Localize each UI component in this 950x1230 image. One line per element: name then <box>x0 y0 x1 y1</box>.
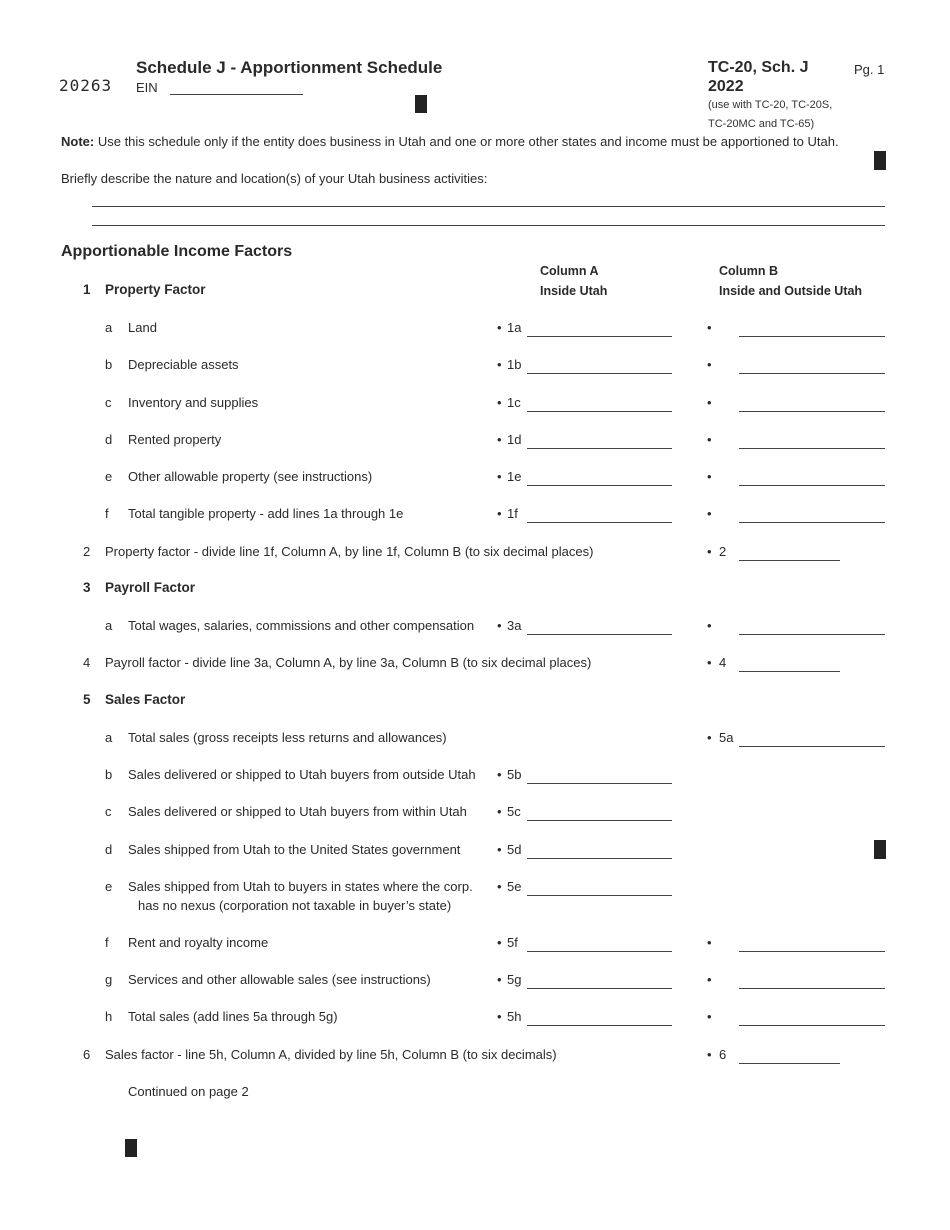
line-number: 5 <box>83 692 91 707</box>
note-label: Note: <box>61 134 95 149</box>
line-3a-label: Total wages, salaries, commissions and other compensation <box>128 618 475 633</box>
sales-factor-title: Sales Factor <box>105 692 186 707</box>
bullet: • <box>707 730 712 745</box>
line-3a-column-b-input[interactable] <box>739 620 885 635</box>
column-b-input[interactable] <box>739 1011 885 1026</box>
bullet: • <box>497 972 502 987</box>
row-letter: a <box>105 730 113 745</box>
line-number: 4 <box>83 655 91 670</box>
use-with-text-2: TC-20MC and TC-65) <box>708 118 815 130</box>
row-letter: c <box>105 804 112 819</box>
bullet: • <box>497 320 502 335</box>
bullet: • <box>707 395 712 410</box>
bullet: • <box>497 395 502 410</box>
line-6-code: 6 <box>719 1047 727 1062</box>
bullet: • <box>707 972 712 987</box>
column-b-input[interactable] <box>739 434 885 449</box>
page-number: Pg. 1 <box>854 62 885 77</box>
registration-mark <box>874 840 886 859</box>
bullet: • <box>497 842 502 857</box>
row-letter: c <box>105 395 112 410</box>
continued-text: Continued on page 2 <box>128 1084 249 1099</box>
column-a-input[interactable] <box>527 806 672 821</box>
line-5a-label: Total sales (gross receipts less returns and allowances) <box>128 730 447 745</box>
column-a-input[interactable] <box>527 974 672 989</box>
line-4-input[interactable] <box>739 657 840 672</box>
column-a-header <box>540 261 607 301</box>
line-5a-code: 5a <box>719 730 734 745</box>
line-2-code: 2 <box>719 544 727 559</box>
row-letter: d <box>105 842 113 857</box>
row-code: 1c <box>507 395 521 410</box>
bullet: • <box>707 655 712 670</box>
bullet: • <box>497 618 502 633</box>
column-a-input[interactable] <box>527 844 672 859</box>
column-b-input[interactable] <box>739 359 885 374</box>
describe-line-1[interactable] <box>92 192 885 207</box>
bullet: • <box>707 469 712 484</box>
bullet: • <box>497 432 502 447</box>
row-letter: g <box>105 972 113 987</box>
row-letter: b <box>105 767 113 782</box>
describe-line-2[interactable] <box>92 211 885 226</box>
row-label: Land <box>128 320 157 335</box>
column-b-title: Column B <box>719 264 779 278</box>
ein-input[interactable] <box>170 80 303 95</box>
bullet: • <box>497 804 502 819</box>
row-letter: d <box>105 432 113 447</box>
row-code: 1b <box>507 357 522 372</box>
column-a-input[interactable] <box>527 359 672 374</box>
note-text: Use this schedule only if the entity does business in Utah and one or more other states and income must be apportioned to Utah. <box>97 134 839 149</box>
use-with-text-1: (use with TC-20, TC-20S, <box>708 99 833 111</box>
row-label: Services and other allowable sales (see instructions) <box>128 972 431 987</box>
row-letter: e <box>105 879 113 894</box>
form-number: 20263 <box>59 76 113 95</box>
bullet: • <box>497 469 502 484</box>
form-year: 2022 <box>708 78 744 95</box>
row-code: 5h <box>507 1009 522 1024</box>
line-number: 3 <box>83 580 91 595</box>
column-a-input[interactable] <box>527 769 672 784</box>
row-label: Sales shipped from Utah to the United States government <box>128 842 461 857</box>
row-label: Rent and royalty income <box>128 935 269 950</box>
note-line <box>61 134 839 149</box>
row-label: Inventory and supplies <box>128 395 259 410</box>
column-a-input[interactable] <box>527 471 672 486</box>
property-factor-title: Property Factor <box>105 282 206 297</box>
row-label: Total sales (add lines 5a through 5g) <box>128 1009 338 1024</box>
line-6-input[interactable] <box>739 1049 840 1064</box>
column-a-input[interactable] <box>527 397 672 412</box>
form-title: Schedule J - Apportionment Schedule <box>136 58 443 77</box>
registration-mark <box>415 95 427 113</box>
column-a-input[interactable] <box>527 508 672 523</box>
row-label: Depreciable assets <box>128 357 239 372</box>
row-label-continued: has no nexus (corporation not taxable in buyer’s state) <box>138 898 452 913</box>
bullet: • <box>497 935 502 950</box>
describe-prompt: Briefly describe the nature and location(s) of your Utah business activities: <box>61 171 488 186</box>
registration-mark <box>874 151 886 170</box>
row-letter: f <box>105 935 109 950</box>
column-b-input[interactable] <box>739 322 885 337</box>
column-a-input[interactable] <box>527 434 672 449</box>
column-a-input[interactable] <box>527 881 672 896</box>
column-b-input[interactable] <box>739 937 885 952</box>
row-label: Sales shipped from Utah to buyers in states where the corp. <box>128 879 473 894</box>
column-a-input[interactable] <box>527 937 672 952</box>
bullet: • <box>707 1047 712 1062</box>
bullet: • <box>497 879 502 894</box>
column-b-input[interactable] <box>739 397 885 412</box>
line-3a-code: 3a <box>507 618 522 633</box>
line-number: 1 <box>83 282 91 297</box>
column-a-title: Column A <box>540 264 599 278</box>
bullet: • <box>497 1009 502 1024</box>
bullet: • <box>497 767 502 782</box>
row-letter: e <box>105 469 113 484</box>
bullet: • <box>707 506 712 521</box>
row-code: 5b <box>507 767 522 782</box>
row-code: 1a <box>507 320 522 335</box>
bullet: • <box>497 357 502 372</box>
row-code: 1e <box>507 469 522 484</box>
row-label: Sales delivered or shipped to Utah buyers from within Utah <box>128 804 467 819</box>
form-id: TC-20, Sch. J <box>708 59 809 76</box>
column-b-input[interactable] <box>739 508 885 523</box>
row-code: 5f <box>507 935 518 950</box>
bullet: • <box>707 544 712 559</box>
bullet: • <box>707 935 712 950</box>
row-code: 5c <box>507 804 521 819</box>
row-code: 5d <box>507 842 522 857</box>
row-label: Other allowable property (see instructions) <box>128 469 373 484</box>
row-letter: b <box>105 357 113 372</box>
column-b-input[interactable] <box>739 471 885 486</box>
column-b-subtitle: Inside and Outside Utah <box>719 284 863 298</box>
column-a-input[interactable] <box>527 1011 672 1026</box>
payroll-factor-title: Payroll Factor <box>105 580 196 595</box>
row-letter: f <box>105 506 109 521</box>
bullet: • <box>707 320 712 335</box>
column-b-input[interactable] <box>739 974 885 989</box>
bullet: • <box>707 357 712 372</box>
row-label: Rented property <box>128 432 222 447</box>
row-label: Sales delivered or shipped to Utah buyers from outside Utah <box>128 767 476 782</box>
line-5a-column-b-input[interactable] <box>739 732 885 747</box>
row-code: 1d <box>507 432 522 447</box>
registration-mark <box>125 1139 137 1157</box>
bullet: • <box>707 1009 712 1024</box>
line-4-label: Payroll factor - divide line 3a, Column A, by line 3a, Column B (to six decimal places) <box>105 655 592 670</box>
row-letter: h <box>105 1009 113 1024</box>
column-a-input[interactable] <box>527 322 672 337</box>
bullet: • <box>497 506 502 521</box>
row-code: 1f <box>507 506 518 521</box>
line-4-code: 4 <box>719 655 727 670</box>
bullet: • <box>707 618 712 633</box>
section-title: Apportionable Income Factors <box>61 243 293 260</box>
line-2-label: Property factor - divide line 1f, Column A, by line 1f, Column B (to six decimal places) <box>105 544 594 559</box>
row-letter: a <box>105 320 113 335</box>
row-label: Total tangible property - add lines 1a through 1e <box>128 506 404 521</box>
column-b-header <box>719 261 862 301</box>
row-letter: a <box>105 618 113 633</box>
ein-label: EIN <box>136 80 158 95</box>
line-6-label: Sales factor - line 5h, Column A, divided by line 5h, Column B (to six decimals) <box>105 1047 557 1062</box>
line-number: 2 <box>83 544 91 559</box>
line-2-input[interactable] <box>739 546 840 561</box>
column-a-subtitle: Inside Utah <box>540 284 608 298</box>
line-3a-column-a-input[interactable] <box>527 620 672 635</box>
row-code: 5g <box>507 972 522 987</box>
bullet: • <box>707 432 712 447</box>
line-number: 6 <box>83 1047 91 1062</box>
row-code: 5e <box>507 879 522 894</box>
